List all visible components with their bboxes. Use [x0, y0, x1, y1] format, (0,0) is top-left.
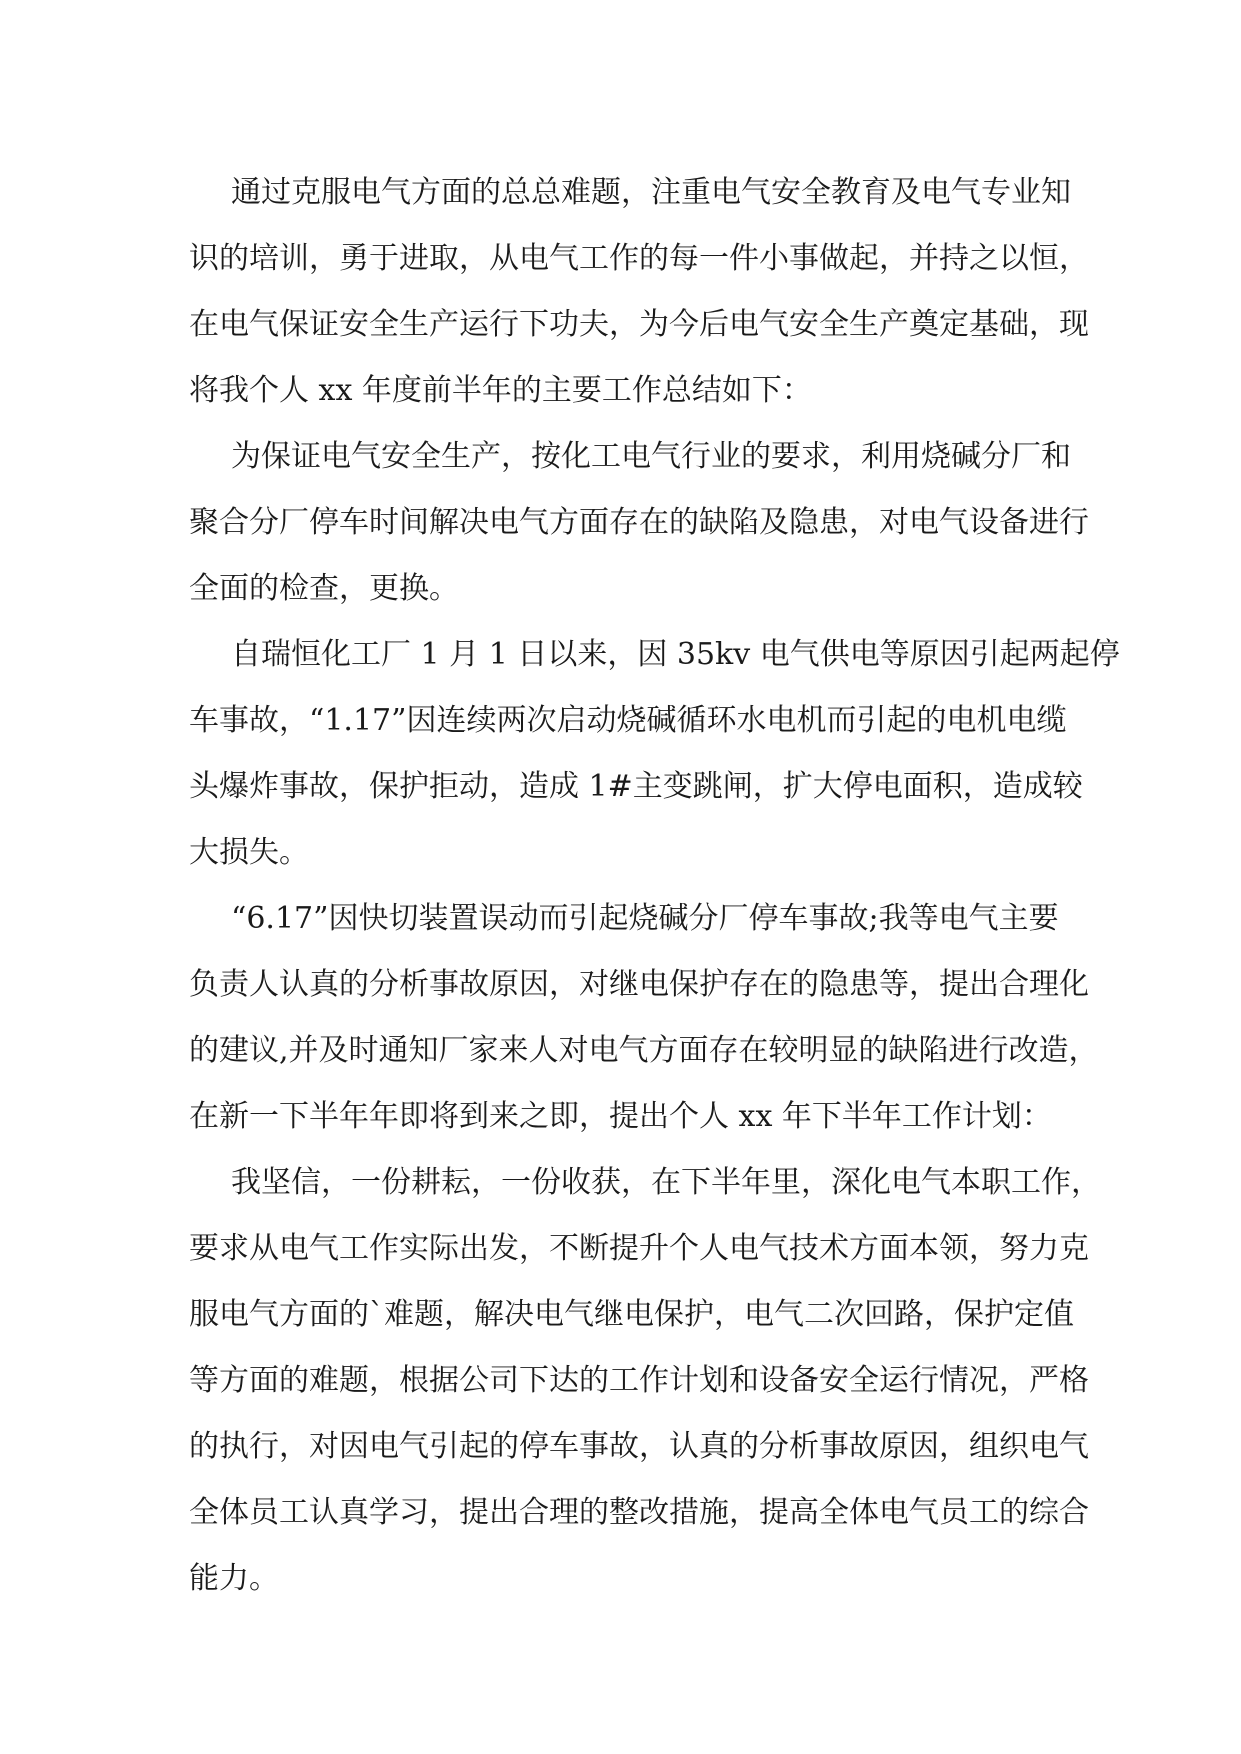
- paragraph-line: 全体员工认真学习，提出合理的整改措施，提高全体电气员工的综合: [189, 1495, 1089, 1530]
- paragraph-line: 负责人认真的分析事故原因，对继电保护存在的隐患等，提出合理化: [189, 967, 1089, 1002]
- paragraph-line: 我坚信，一份耕耘，一份收获，在下半年里，深化电气本职工作，: [231, 1165, 1101, 1200]
- paragraph-line: 的建议,并及时通知厂家来人对电气方面存在较明显的缺陷进行改造，: [189, 1033, 1099, 1068]
- paragraph-1: [189, 160, 1089, 424]
- paragraph-line: 能力。: [189, 1561, 279, 1596]
- paragraph-line: 识的培训，勇于进取，从电气工作的每一件小事做起，并持之以恒，: [189, 241, 1089, 276]
- paragraph-line: 的执行，对因电气引起的停车事故，认真的分析事故原因，组织电气: [189, 1429, 1089, 1464]
- paragraph-line: 服电气方面的`难题，解决电气继电保护，电气二次回路，保护定值: [189, 1297, 1074, 1332]
- paragraph-5: [189, 1150, 1101, 1612]
- paragraph-2: [189, 424, 1089, 622]
- paragraph-line: 头爆炸事故，保护拒动，造成 1#主变跳闸，扩大停电面积，造成较: [189, 769, 1083, 804]
- paragraph-4: [189, 886, 1099, 1150]
- paragraph-line: 在新一下半年年即将到来之即，提出个人 xx 年下半年工作计划：: [189, 1099, 1052, 1134]
- paragraph-line: 聚合分厂停车时间解决电气方面存在的缺陷及隐患，对电气设备进行: [189, 505, 1089, 540]
- paragraph-line: 车事故，“1.17”因连续两次启动烧碱循环水电机而引起的电机电缆: [189, 703, 1067, 738]
- paragraph-line: 通过克服电气方面的总总难题，注重电气安全教育及电气专业知: [231, 175, 1071, 210]
- paragraph-line: 为保证电气安全生产，按化工电气行业的要求，利用烧碱分厂和: [231, 439, 1071, 474]
- paragraph-line: 大损失。: [189, 835, 309, 870]
- paragraph-line: 全面的检查，更换。: [189, 571, 459, 606]
- paragraph-line: 等方面的难题，根据公司下达的工作计划和设备安全运行情况，严格: [189, 1363, 1089, 1398]
- document-body: [189, 160, 1120, 1612]
- paragraph-line: 自瑞恒化工厂 1 月 1 日以来，因 35kv 电气供电等原因引起两起停: [231, 637, 1120, 672]
- paragraph-line: 在电气保证安全生产运行下功夫，为今后电气安全生产奠定基础，现: [189, 307, 1089, 342]
- paragraph-line: 将我个人 xx 年度前半年的主要工作总结如下：: [189, 373, 812, 408]
- paragraph-3: [189, 622, 1120, 886]
- paragraph-line: 要求从电气工作实际出发，不断提升个人电气技术方面本领，努力克: [189, 1231, 1089, 1266]
- paragraph-line: “6.17”因快切装置误动而引起烧碱分厂停车事故;我等电气主要: [231, 901, 1059, 936]
